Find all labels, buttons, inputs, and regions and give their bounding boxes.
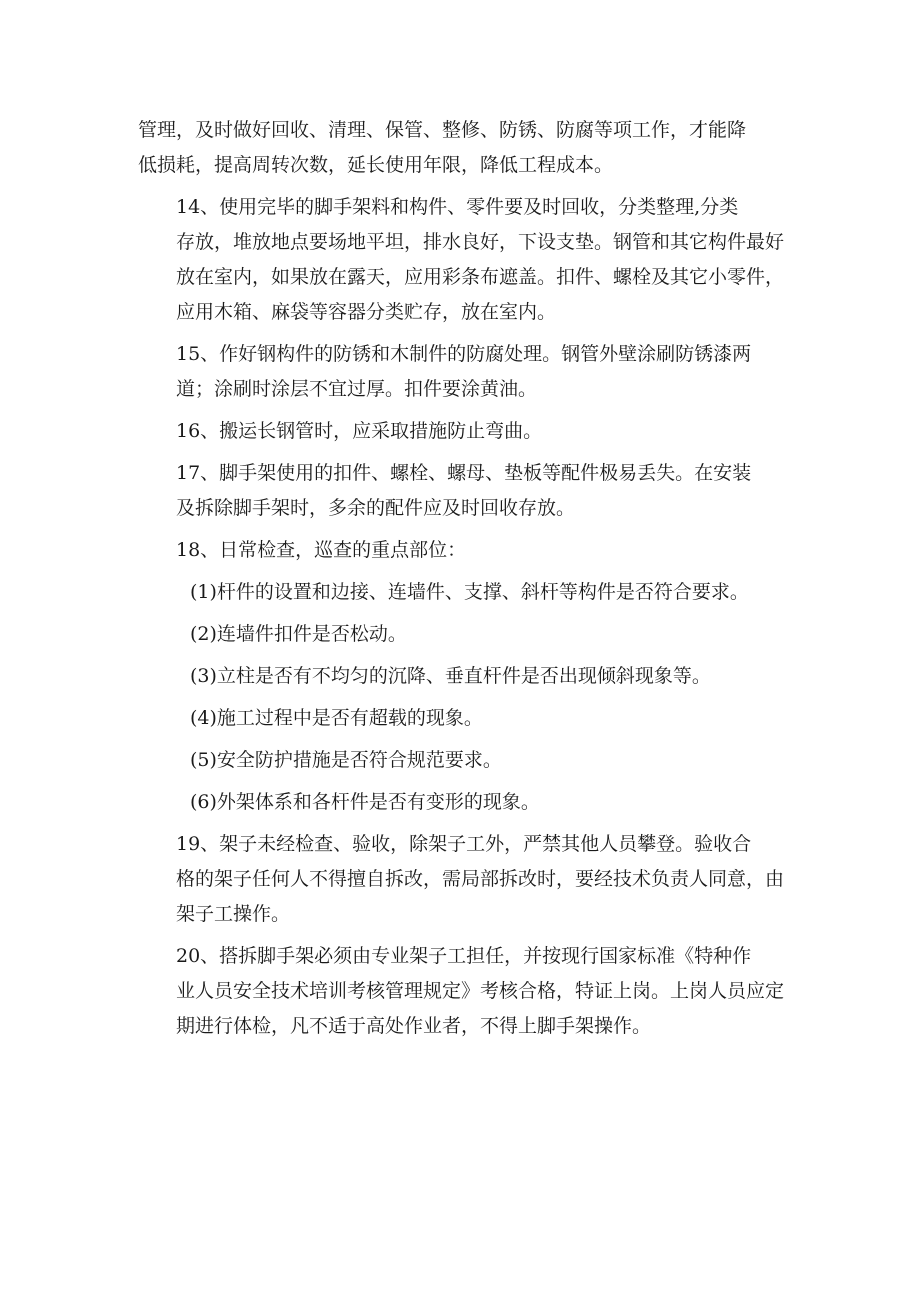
text-line: 16、搬运长钢管时，应采取措施防止弯曲。 (176, 420, 543, 442)
paragraph-item-18 (138, 533, 786, 568)
text-line: 20、搭拆脚手架必须由专业架子工担任，并按现行国家标准《特种作 (176, 945, 752, 967)
text-line: 17、脚手架使用的扣件、螺栓、螺母、垫板等配件极易丢失。在安装 (176, 462, 752, 484)
sub-item-6 (138, 785, 786, 820)
text-line: 期进行体检，凡不适于高处作业者，不得上脚手架操作。 (176, 1015, 652, 1037)
text-line: 架子工操作。 (176, 903, 291, 925)
text-line: 及拆除脚手架时，多余的配件应及时回收存放。 (176, 497, 576, 519)
text-line: (3)立柱是否有不均匀的沉降、垂直杆件是否出现倾斜现象等。 (190, 665, 711, 687)
text-line: (1)杆件的设置和边接、连墙件、支撑、斜杆等构件是否符合要求。 (190, 581, 749, 603)
text-line: (4)施工过程中是否有超载的现象。 (190, 707, 483, 729)
sub-item-2 (138, 617, 786, 652)
text-line: 放在室内，如果放在露天，应用彩条布遮盖。扣件、螺栓及其它小零件， (176, 266, 785, 288)
text-line: 18、日常检查，巡查的重点部位： (176, 539, 467, 561)
paragraph-item-15 (138, 337, 786, 407)
sub-item-1 (138, 575, 786, 610)
text-line: (2)连墙件扣件是否松动。 (190, 623, 407, 645)
text-line: 19、架子未经检查、验收，除架子工外，严禁其他人员攀登。验收合 (176, 833, 752, 855)
sub-item-4 (138, 701, 786, 736)
paragraph-intro (138, 113, 786, 183)
text-line: (6)外架体系和各杆件是否有变形的现象。 (190, 791, 540, 813)
text-line: 应用木箱、麻袋等容器分类贮存，放在室内。 (176, 301, 557, 323)
paragraph-item-20 (138, 939, 786, 1044)
text-line: 格的架子任何人不得擅自拆改，需局部拆改时，要经技术负责人同意，由 (176, 868, 785, 890)
document-page (138, 113, 786, 1051)
paragraph-item-17 (138, 456, 786, 526)
sub-item-3 (138, 659, 786, 694)
text-line: 业人员安全技术培训考核管理规定》考核合格，特证上岗。上岗人员应定 (176, 980, 785, 1002)
paragraph-item-19 (138, 827, 786, 932)
text-line: 低损耗，提高周转次数，延长使用年限，降低工程成本。 (138, 154, 614, 176)
paragraph-item-14 (138, 190, 786, 330)
text-line: (5)安全防护措施是否符合规范要求。 (190, 749, 502, 771)
text-line: 管理，及时做好回收、清理、保管、整修、防锈、防腐等项工作，才能降 (138, 119, 747, 141)
sub-item-5 (138, 743, 786, 778)
paragraph-item-16 (138, 414, 786, 449)
text-line: 14、使用完毕的脚手架料和构件、零件要及时回收，分类整理,分类 (176, 196, 739, 218)
text-line: 道；涂刷时涂层不宜过厚。扣件要涂黄油。 (176, 378, 538, 400)
text-line: 存放，堆放地点要场地平坦，排水良好，下设支垫。钢管和其它构件最好 (176, 231, 785, 253)
text-line: 15、作好钢构件的防锈和木制件的防腐处理。钢管外壁涂刷防锈漆两 (176, 343, 752, 365)
